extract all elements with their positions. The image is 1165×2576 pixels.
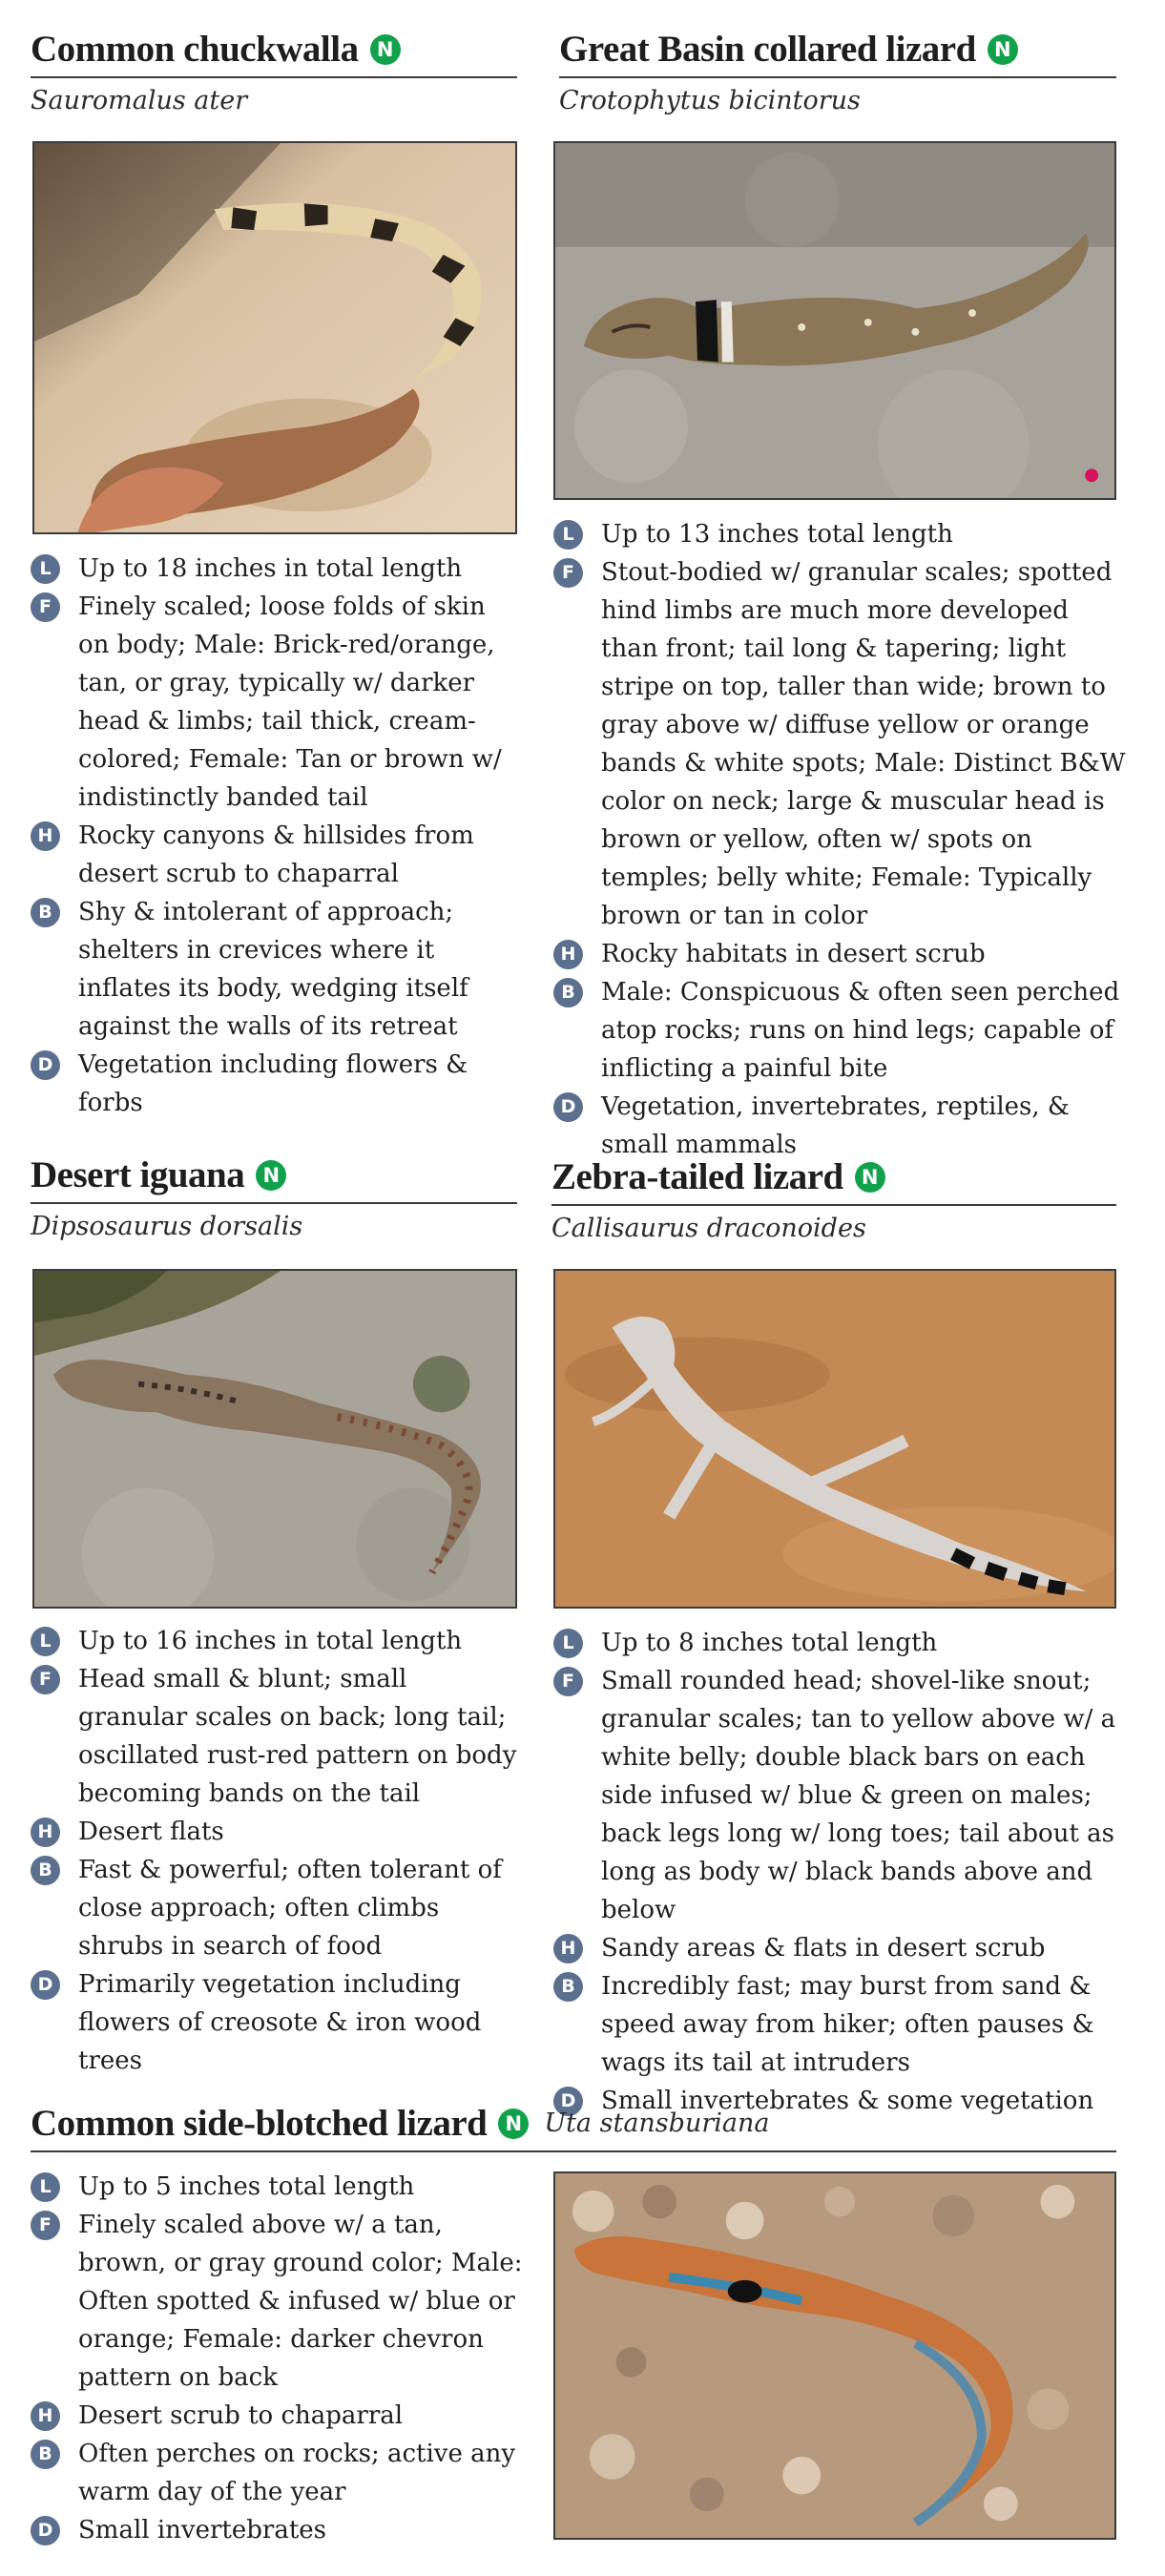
species-header (559, 27, 1116, 78)
zebra-tailed-lizard-photo (553, 1269, 1116, 1609)
diet-icon: D (553, 2087, 583, 2116)
habitat-icon: H (31, 1818, 60, 1847)
fact-text: Incredibly fast; may burst from sand & speed away from hiker; often pauses & wags its tail at intruders (601, 1972, 1094, 2077)
habitat-icon: H (31, 821, 60, 851)
habitat-icon: H (553, 1934, 583, 1963)
collared-lizard-photo (553, 141, 1116, 500)
fact-text: Small invertebrates (78, 2516, 327, 2545)
fact-text: Finely scaled above w/ a tan, brown, or gray ground color; Male: Often spotted & infused w/ blue or orange; Female: darker chevron pattern on back (78, 2211, 523, 2392)
length-icon: L (31, 2172, 60, 2202)
fact-behavior (31, 1851, 517, 1965)
species-common-name: Common chuckwalla (31, 29, 359, 70)
species-scientific-name: Crotophytus bicintorus (559, 86, 861, 115)
fact-text: Desert scrub to chaparral (78, 2401, 404, 2430)
species-common-name: Great Basin collared lizard (559, 29, 976, 70)
fact-diet (31, 1046, 517, 1122)
behavior-icon: B (31, 2440, 60, 2469)
species-common-name: Zebra-tailed lizard (551, 1156, 843, 1197)
behavior-icon: B (31, 898, 60, 927)
diet-icon: D (31, 1970, 60, 2000)
fact-behavior (553, 1967, 1126, 2082)
native-badge-icon: N (855, 1162, 885, 1193)
species-header (551, 1154, 1116, 1206)
length-icon: L (31, 1627, 60, 1656)
fact-text: Vegetation including flowers & forbs (78, 1050, 468, 1117)
fact-text: Up to 8 inches total length (601, 1629, 938, 1657)
field-marks-icon: F (553, 1667, 583, 1696)
fact-text: Often perches on rocks; active any warm day of the year (78, 2440, 516, 2506)
species-header (31, 27, 517, 78)
fact-text: Male: Conspicuous & often seen perched atop rocks; runs on hind legs; capable of inflicting a painful bite (601, 978, 1120, 1083)
field-marks-icon: F (553, 558, 583, 588)
fact-field-marks (553, 1662, 1126, 1929)
fact-habitat (31, 2397, 536, 2435)
native-badge-icon: N (370, 34, 401, 65)
native-badge-icon: N (498, 2109, 529, 2139)
fact-field-marks (31, 588, 517, 817)
behavior-icon: B (31, 1856, 60, 1885)
diet-icon: D (31, 1050, 60, 1080)
fact-diet (31, 2511, 536, 2549)
species-entry-chuckwalla (31, 27, 517, 116)
side-blotched-lizard-photo (553, 2171, 1116, 2540)
species-facts (31, 550, 517, 1122)
fact-diet (553, 1088, 1126, 1164)
fact-behavior (31, 2435, 536, 2511)
fact-behavior (31, 893, 517, 1046)
fact-text: Up to 18 inches in total length (78, 554, 463, 583)
fact-text: Shy & intolerant of approach; shelters in crevices where it inflates its body, wedging itself against the walls of its retreat (78, 898, 468, 1041)
field-marks-icon: F (31, 2211, 60, 2240)
fact-field-marks (31, 1660, 517, 1813)
native-badge-icon: N (988, 34, 1018, 65)
fact-text: Up to 16 inches in total length (78, 1627, 463, 1655)
desert-iguana-photo (32, 1269, 517, 1609)
fact-text: Sandy areas & flats in desert scrub (601, 1934, 1046, 1963)
fact-text: Finely scaled; loose folds of skin on body; Male: Brick-red/orange, tan, or gray, typically w/ darker head & limbs; tail thick, cream-colored; Female: Tan or brown w/ indistinctly banded tail (78, 592, 502, 812)
field-marks-icon: F (31, 1665, 60, 1694)
species-header (31, 2101, 1116, 2152)
fact-text: Rocky habitats in desert scrub (601, 940, 986, 968)
fact-behavior (553, 973, 1126, 1088)
native-badge-icon: N (256, 1160, 286, 1191)
length-icon: L (553, 1629, 583, 1658)
species-facts (31, 2168, 536, 2549)
habitat-icon: H (31, 2401, 60, 2431)
species-facts (553, 1624, 1126, 2120)
fact-text: Up to 5 inches total length (78, 2172, 415, 2201)
fact-text: Vegetation, invertebrates, reptiles, & small mammals (601, 1092, 1071, 1159)
diet-icon: D (31, 2516, 60, 2545)
fact-length (31, 2168, 536, 2206)
fact-text: Fast & powerful; often tolerant of close approach; often climbs shrubs in search of food (78, 1856, 502, 1961)
fact-length (31, 1622, 517, 1660)
chuckwalla-photo (32, 141, 517, 534)
fact-habitat (553, 1929, 1126, 1967)
species-common-name: Common side-blotched lizard (31, 2103, 488, 2144)
species-entry-side-blotched-lizard (31, 2101, 1116, 2152)
fact-length (553, 515, 1126, 553)
fact-text: Desert flats (78, 1818, 224, 1846)
species-facts (31, 1622, 517, 2080)
fact-field-marks (31, 2206, 536, 2397)
fact-text: Primarily vegetation including flowers of creosote & iron wood trees (78, 1970, 482, 2075)
fact-text: Rocky canyons & hillsides from desert scrub to chaparral (78, 821, 474, 888)
field-marks-icon: F (31, 592, 60, 622)
behavior-icon: B (553, 978, 583, 1008)
fact-text: Small rounded head; shovel-like snout; granular scales; tan to yellow above w/ a white belly; double black bars on each side infused w/ blue & green on males; back legs long w/ long toes; tail about as long as body w/ black bands above and below (601, 1667, 1116, 1924)
fact-habitat (31, 1813, 517, 1851)
fact-field-marks (553, 553, 1126, 935)
length-icon: L (31, 554, 60, 584)
species-header (31, 1153, 517, 1204)
fact-length (553, 1624, 1126, 1662)
species-scientific-name: Uta stansburiana (544, 2109, 770, 2138)
fact-habitat (31, 817, 517, 893)
habitat-icon: H (553, 940, 583, 969)
fact-diet (31, 1965, 517, 2080)
fact-habitat (553, 935, 1126, 973)
fact-text: Stout-bodied w/ granular scales; spotted hind limbs are much more developed than front; tail long & tapering; light stripe on top, taller than wide; brown to gray above w/ diffuse yellow or orange bands & white spots; Male: Distinct B&W color on neck; large & muscular head is brown or yellow, often w/ spots on temples; belly white; Female: Typically brown or tan in color (601, 558, 1126, 930)
diet-icon: D (553, 1092, 583, 1122)
species-entry-zebra-tailed-lizard (551, 1154, 1116, 1244)
species-scientific-name: Dipsosaurus dorsalis (31, 1212, 303, 1241)
fact-text: Small invertebrates & some vegetation (601, 2087, 1094, 2115)
behavior-icon: B (553, 1972, 583, 2002)
fact-text: Head small & blunt; small granular scales on back; long tail; oscillated rust-red pattern on body becoming bands on the tail (78, 1665, 517, 1808)
species-entry-desert-iguana (31, 1153, 517, 1242)
species-scientific-name: Callisaurus draconoides (551, 1214, 866, 1243)
species-scientific-name: Sauromalus ater (31, 86, 248, 115)
fact-text: Up to 13 inches total length (601, 520, 953, 549)
species-entry-collared-lizard (559, 27, 1116, 116)
species-facts (553, 515, 1126, 1164)
length-icon: L (553, 520, 583, 550)
species-common-name: Desert iguana (31, 1154, 245, 1195)
fact-length (31, 550, 517, 588)
